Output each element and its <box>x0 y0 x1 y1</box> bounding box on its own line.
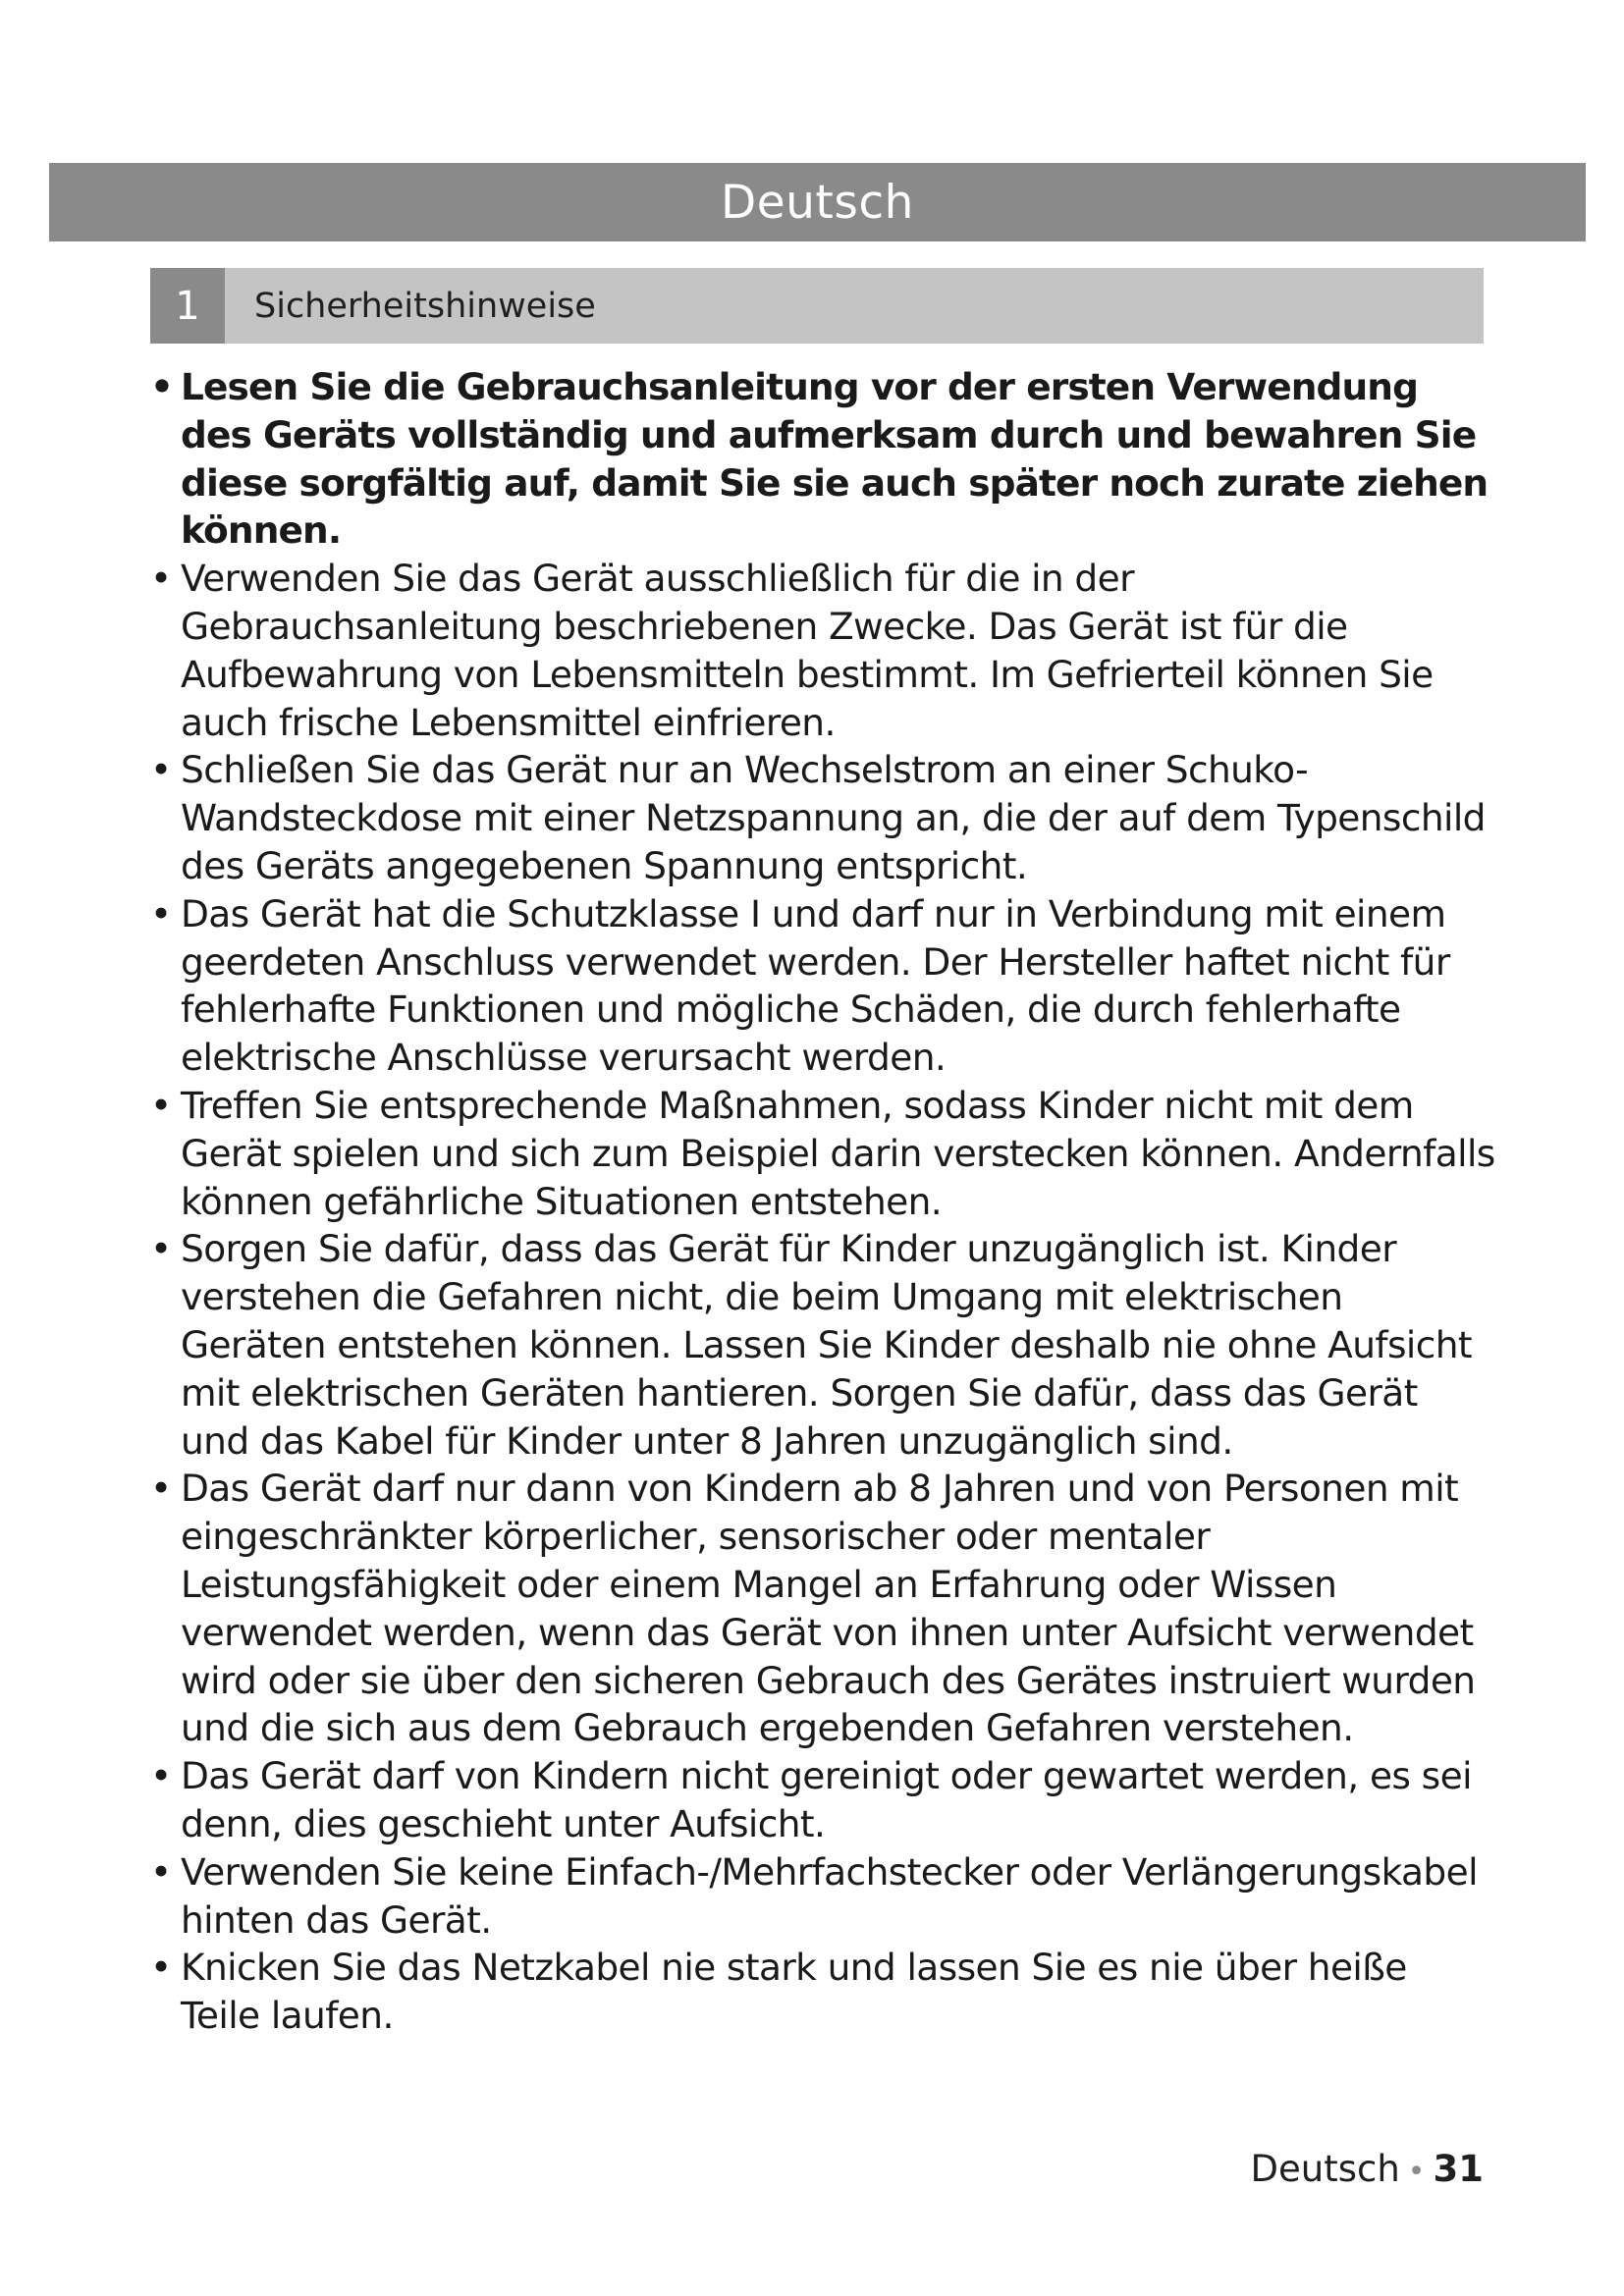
list-item <box>150 1225 1495 1465</box>
list-item-text: Das Gerät hat die Schutzklasse I und darf nur in Verbindung mit einem geerdeten Anschluss verwendet werden. Der Hersteller haftet nicht für fehlerhafte Funktionen und mögliche Schäden, die durch fehlerhafte elektrische Anschlüsse verursacht werden. <box>181 891 1450 1080</box>
list-item <box>150 890 1495 1082</box>
bullet-icon: • <box>150 1849 172 1894</box>
bullet-icon: • <box>150 1946 172 1990</box>
list-item <box>150 1082 1495 1225</box>
list-item <box>150 1848 1495 1945</box>
list-item-text: Verwenden Sie das Gerät ausschließlich für die in der Gebrauchsanleitung beschriebenen Zwecke. Das Gerät ist für die Aufbewahrung von Lebensmitteln bestimmt. Im Gefrierteil können Sie auch frische Lebensmittel einfrieren. <box>181 557 1434 744</box>
list-item <box>150 363 1495 555</box>
language-banner-title: Deutsch <box>721 175 914 230</box>
list-item-text: Knicken Sie das Netzkabel nie stark und lassen Sie es nie über heiße Teile laufen. <box>181 1946 1407 2038</box>
section-title: Sicherheitshinweise <box>254 286 596 326</box>
language-banner <box>49 163 1586 241</box>
list-item <box>150 555 1495 746</box>
bullet-icon: • <box>150 1754 172 1798</box>
page-footer <box>1251 2148 1485 2190</box>
list-item-text: Schließen Sie das Gerät nur an Wechselstrom an einer Schuko-Wandsteckdose mit einer Netzspannung an, die der auf dem Typenschild des Geräts angegebenen Spannung entspricht. <box>181 748 1486 887</box>
section-number: 1 <box>150 268 225 344</box>
list-item <box>150 1465 1495 1752</box>
list-item-text: Treffen Sie entsprechende Maßnahmen, sodass Kinder nicht mit dem Gerät spielen und sich zum Beispiel darin verstecken können. Andernfalls können gefährliche Situationen entstehen. <box>181 1083 1495 1223</box>
bullet-icon: • <box>150 891 172 935</box>
page-number: 31 <box>1433 2148 1484 2190</box>
list-item-text: Sorgen Sie dafür, dass das Gerät für Kinder unzugänglich ist. Kinder verstehen die Gefahren nicht, die beim Umgang mit elektrischen Geräten entstehen können. Lassen Sie Kinder deshalb nie ohne Aufsicht mit elektrischen Geräten hantieren. Sorgen Sie dafür, dass das Gerät und das Kabel für Kinder unter 8 Jahren unzugänglich sind. <box>181 1227 1473 1463</box>
list-item <box>150 1944 1495 2040</box>
list-item-text: Verwenden Sie keine Einfach-/Mehrfachstecker oder Verlängerungskabel hinten das Gerät. <box>181 1849 1478 1942</box>
section-header <box>150 268 1484 344</box>
bullet-icon: • <box>150 557 172 601</box>
list-item <box>150 746 1495 889</box>
list-item-text: Das Gerät darf nur dann von Kindern ab 8 Jahren und von Personen mit eingeschränkter körperlicher, sensorischer oder mentaler Leistungsfähigkeit oder einem Mangel an Erfahrung oder Wissen verwendet werden, wenn das Gerät von ihnen unter Aufsicht verwendet wird oder sie über den sicheren Gebrauch des Gerätes instruiert wurden und die sich aus dem Gebrauch ergebenden Gefahren verstehen. <box>181 1467 1476 1750</box>
bullet-icon: • <box>150 1227 172 1271</box>
safety-instructions-list <box>150 363 1495 2040</box>
list-item-text: Das Gerät darf von Kindern nicht gereinigt oder gewartet werden, es sei denn, dies geschieht unter Aufsicht. <box>181 1754 1472 1845</box>
bullet-icon: • <box>150 365 174 408</box>
bullet-icon: • <box>150 1467 172 1511</box>
list-item-text: Lesen Sie die Gebrauchsanleitung vor der ersten Verwendung des Geräts vollständig und aufmerksam durch und bewahren Sie diese sorgfältig auf, damit Sie sie auch später noch zurate ziehen können. <box>181 365 1489 553</box>
bullet-icon: • <box>150 748 172 792</box>
footer-language: Deutsch <box>1250 2148 1400 2190</box>
list-item <box>150 1752 1495 1848</box>
bullet-icon: • <box>150 1083 172 1127</box>
footer-separator: • <box>1407 2155 1426 2189</box>
